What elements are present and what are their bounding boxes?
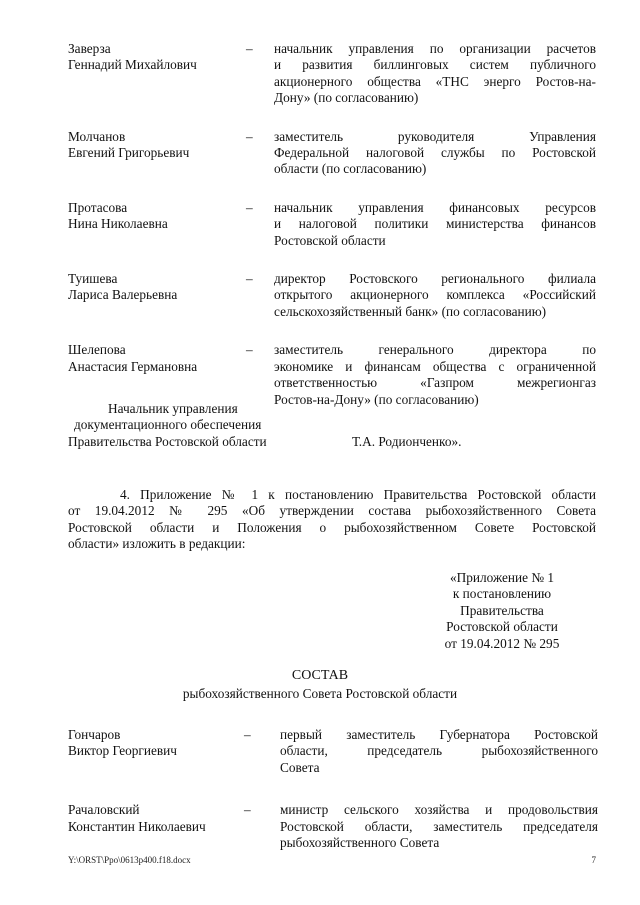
member-name [68,727,244,776]
member-given-name: Евгений Григорьевич [68,145,190,161]
member-given-name: Константин Николаевич [68,818,206,834]
position-line: Ростовской области [274,232,386,248]
member-name [68,271,246,320]
signatory-name: Т.А. Родионченко». [352,433,462,449]
position-line: и развития биллинговых систем публичного [274,57,596,73]
member-entry [68,802,598,851]
member-given-name: Геннадий Михайлович [68,57,197,73]
position-line: заместитель руководителя Управления [274,128,596,144]
paragraph-line: области» изложить в редакции: [68,536,246,552]
position-line: акционерного общества «ТНС энерго Ростов-на- [274,73,596,89]
member-surname: Протасова [68,199,128,215]
position-line: и налоговой политики министерства финансов [274,216,596,232]
dash: – [246,41,253,56]
member-list-continued [68,41,598,408]
amendment-paragraph [68,487,596,553]
member-position [280,727,598,776]
member-surname: Шелепова [68,342,126,358]
member-name [68,129,246,178]
dash: – [246,271,253,287]
appendix-header [428,570,576,652]
signatory-title-line: Начальник управления [108,401,238,416]
position-line: заместитель генерального директора по [274,342,596,358]
signatory-title-line: документационного обеспечения [74,417,262,433]
file-path: Y:\ORST\Ppo\0613p400.f18.docx [68,855,191,865]
member-given-name: Виктор Георгиевич [68,743,177,759]
member-entry [68,41,598,107]
position-line: директор Ростовского регионального филиала [274,271,596,287]
appendix-line: Правительства [460,602,544,618]
position-line: рыбохозяйственного Совета [280,835,440,851]
position-line: экономике и финансам общества с ограниченной [274,358,596,374]
member-position [274,342,596,408]
dash: – [244,802,251,818]
dash: – [246,128,253,144]
dash: – [246,342,253,358]
position-line: области, председатель рыбохозяйственного [280,743,598,759]
document-title: СОСТАВ [291,668,349,683]
position-line: области (по согласованию) [274,161,427,177]
member-surname: Рачаловский [68,802,140,818]
member-given-name: Анастасия Германовна [68,358,198,374]
council-member-list [68,727,598,851]
member-entry [68,342,598,408]
member-surname: Молчанов [68,128,126,144]
page-footer [68,855,596,866]
signatory-organization: Правительства Ростовской области [68,433,267,449]
appendix-line: к постановлению [452,586,552,602]
position-line: Ростовской области, заместитель председателя [280,818,598,834]
member-entry [68,129,598,178]
member-surname: Туишева [68,271,118,287]
member-name [68,200,246,249]
member-surname: Заверза [68,41,111,56]
position-line: первый заместитель Губернатора Ростовской [280,727,598,742]
member-name [68,342,246,408]
signature-block [68,401,568,450]
dash: – [244,727,251,742]
page-number: 7 [591,855,596,865]
member-entry [68,200,598,249]
position-line: министр сельского хозяйства и продовольствия [280,802,598,818]
member-position [274,41,596,107]
member-position [274,271,596,320]
member-position [280,802,598,851]
member-position [274,200,596,249]
appendix-line: от 19.04.2012 № 295 [444,635,560,651]
paragraph-line: 4. Приложение № 1 к постановлению Правительства Ростовской области [120,487,596,502]
paragraph-line: Ростовской области и Положения о рыбохозяйственном Совете Ростовской [68,519,596,535]
position-line: Федеральной налоговой службы по Ростовской [274,145,596,161]
member-entry [68,727,598,776]
member-given-name: Нина Николаевна [68,216,168,232]
member-entry [68,271,598,320]
position-line: сельскохозяйственный банк» (по согласованию) [274,303,547,319]
dash: – [246,199,253,215]
member-name [68,802,244,851]
position-line: начальник управления по организации расчетов [274,41,596,56]
position-line: ответственностью «Газпром межрегионгаз [274,375,596,391]
position-line: открытого акционерного комплекса «Российский [274,287,596,303]
member-position [274,129,596,178]
appendix-line: «Приложение № 1 [450,570,554,585]
member-name [68,41,246,107]
position-line: начальник управления финансовых ресурсов [274,199,596,215]
position-line: Дону» (по согласованию) [274,90,419,106]
position-line: Ростов-на-Дону» (по согласованию) [274,391,479,407]
member-surname: Гончаров [68,727,121,742]
member-given-name: Лариса Валерьевна [68,287,178,303]
document-subtitle: рыбохозяйственного Совета Ростовской области [182,686,458,701]
position-line: Совета [280,759,320,775]
paragraph-line: от 19.04.2012 № 295 «Об утверждении состава рыбохозяйственного Совета [68,503,596,519]
appendix-line: Ростовской области [446,619,558,635]
